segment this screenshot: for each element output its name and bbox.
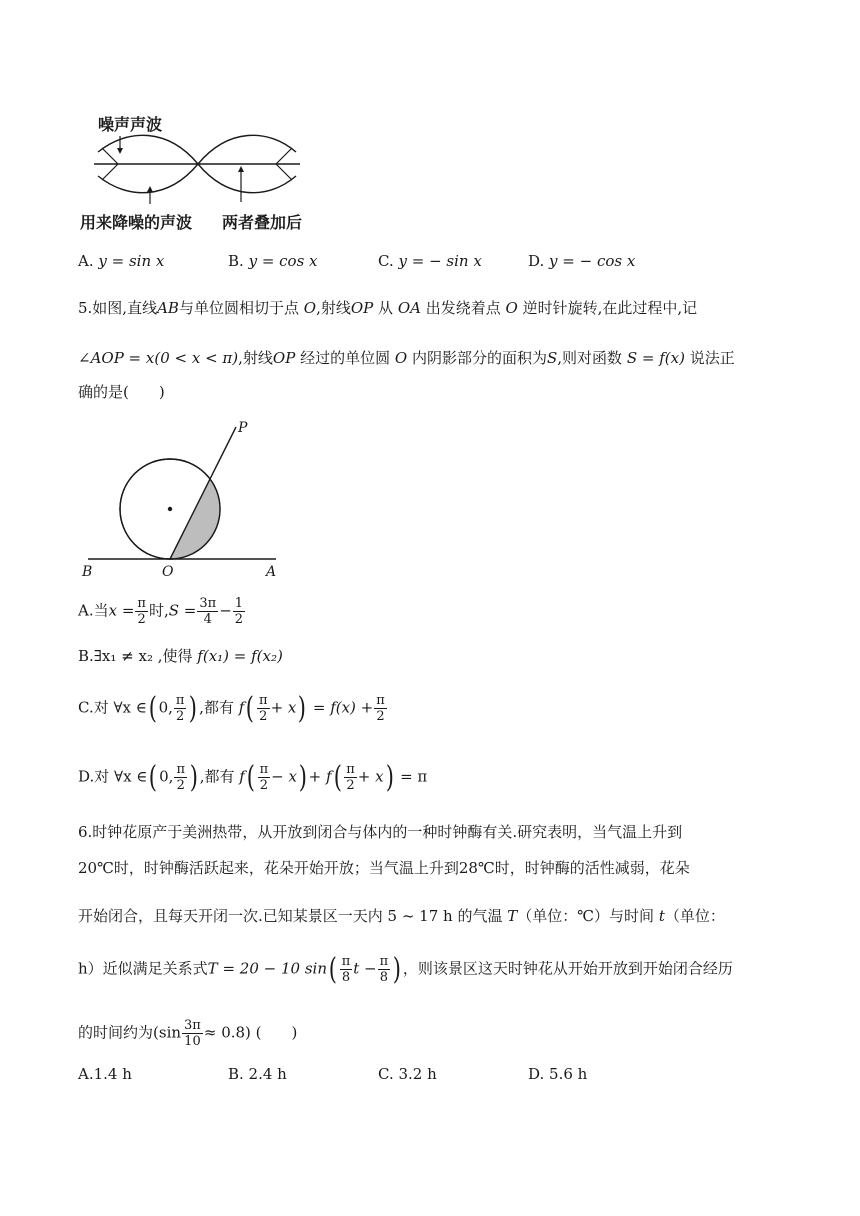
q4-option-a[interactable]: A. y = sin x <box>78 252 165 270</box>
q6-stem-line2: 20℃时，时钟酶活跃起来，花朵开始开放；当气温上升到28℃时，时钟酶的活性减弱，花朵 <box>78 859 690 877</box>
q6-option-d[interactable]: D. 5.6 h <box>528 1065 588 1083</box>
label-o: O <box>162 564 174 580</box>
q5-option-b[interactable]: B.∃x₁ ≠ x₂ ,使得 f(x₁) = f(x₂) <box>78 647 283 665</box>
q5-option-a[interactable]: A.当x = $\frac{\pi}{2}$ 时,S = $\frac{3\pi}{4}$ − $\frac{1}{2}$ <box>78 596 244 627</box>
wave-diagram <box>88 130 308 210</box>
q6-option-b[interactable]: B. 2.4 h <box>228 1065 287 1083</box>
label-b: B <box>82 564 93 580</box>
q6-stem-line5: 的时间约为(sin $\frac{3\pi}{10}$ ≈ 0.8) ( ) <box>78 1018 298 1049</box>
q5-stem-line2: ∠AOP = x(0 < x < π),射线OP 经过的单位圆 O 内阴影部分的面积为S,则对函数 S = f(x) 说法正 <box>78 349 735 367</box>
q6-stem-line4: h）近似满足关系式T = 20 − 10 sin( $\frac{\pi}{8}$ t − $\frac{\pi}{8}$ ) ，则该景区这天时钟花从开始开放到开始闭合经历 <box>78 951 733 987</box>
q4-option-b[interactable]: B. y = cos x <box>228 252 318 270</box>
q5-option-d[interactable]: D.对 ∀x ∈( 0, $\frac{\pi}{2}$ ) ,都有 f( $\frac{\pi}{2}$ − x) + f( $\frac{\pi}{2}$ + x) = π <box>78 759 428 795</box>
superposed-wave-label: 两者叠加后 <box>222 213 303 232</box>
q5-stem-line3: 确的是( ) <box>78 383 165 401</box>
label-a: A <box>266 564 277 580</box>
label-p: P <box>238 420 248 436</box>
cancel-wave-label: 用来降噪的声波 <box>80 213 193 232</box>
noise-wave-label: 噪声声波 <box>98 115 163 134</box>
q4-option-d[interactable]: D. y = − cos x <box>528 252 636 270</box>
q5-option-c[interactable]: C.对 ∀x ∈( 0, $\frac{\pi}{2}$ ) ,都有 f( $\frac{\pi}{2}$ + x) = f(x) + $\frac{\pi}{2}$ <box>78 690 385 726</box>
q6-stem-line1: 6.时钟花原产于美洲热带，从开放到闭合与体内的一种时钟酶有关.研究表明，当气温上升到 <box>78 823 683 841</box>
unit-circle-figure <box>78 418 288 580</box>
q5-stem-line1: 5.如图,直线AB与单位圆相切于点 O,射线OP 从 OA 出发绕着点 O 逆时针旋转,在此过程中,记 <box>78 299 698 317</box>
q6-option-c[interactable]: C. 3.2 h <box>378 1065 437 1083</box>
q6-option-a[interactable]: A.1.4 h <box>78 1065 132 1083</box>
q4-option-c[interactable]: C. y = − sin x <box>378 252 482 270</box>
q6-stem-line3: 开始闭合，且每天开闭一次.已知某景区一天内 5 ~ 17 h 的气温 T（单位：℃）与时间 t（单位： <box>78 907 725 925</box>
